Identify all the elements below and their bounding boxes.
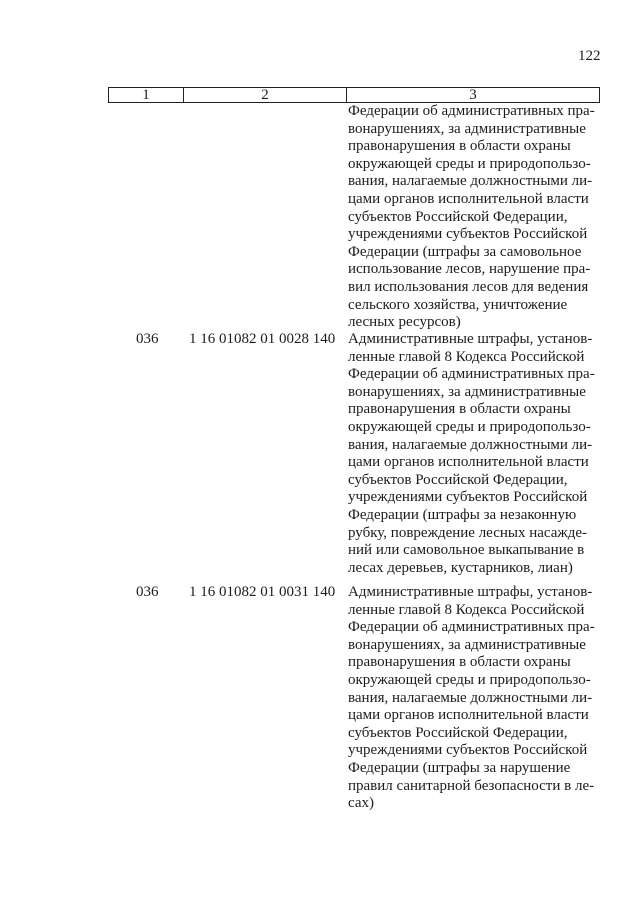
kbk-code: 1 16 01082 01 0031 140	[189, 584, 336, 600]
page-number: 122	[578, 48, 601, 64]
row-description: Административные штрафы, установ- ленные главой 8 Кодекса Российской Федерации об административных пра- вонарушениях, за административные правонарушения в области охраны окружающей среды и природопользо- вания, налагаемые должностными ли- цами органов исполнительной власти субъектов Российской Федерации, учреждениями субъектов Российской Федерации (штрафы за нарушение правил санитарной безопасности в ле- сах)	[348, 584, 595, 812]
kbk-code: 1 16 01082 01 0028 140	[189, 331, 336, 347]
continuation-text: Федерации об административных пра- вонарушениях, за административные правонарушения в области охраны окружающей среды и природопользо- вания, налагаемые должностными ли- цами органов исполнительной власти субъектов Российской Федерации, учреждениями субъектов Российской Федерации (штрафы за самовольное использование лесов, нарушение пра- вил использования лесов для ведения сельского хозяйства, уничтожение лесных ресурсов)	[348, 103, 595, 331]
column-header-1: 1	[109, 88, 184, 103]
column-header-row	[109, 88, 600, 103]
row-description: Административные штрафы, установ- ленные главой 8 Кодекса Российской Федерации об административных пра- вонарушениях, за административные правонарушения в области охраны окружающей среды и природопользо- вания, налагаемые должностными ли- цами органов исполнительной власти субъектов Российской Федерации, учреждениями субъектов Российской Федерации (штрафы за незаконную рубку, повреждение лесных насажде- ний или самовольное выкапывание в лесах деревьев, кустарников, лиан)	[348, 331, 595, 576]
column-header-2: 2	[184, 88, 347, 103]
column-header-table	[108, 87, 600, 103]
admin-code: 036	[136, 584, 159, 600]
column-header-3: 3	[347, 88, 600, 103]
admin-code: 036	[136, 331, 159, 347]
